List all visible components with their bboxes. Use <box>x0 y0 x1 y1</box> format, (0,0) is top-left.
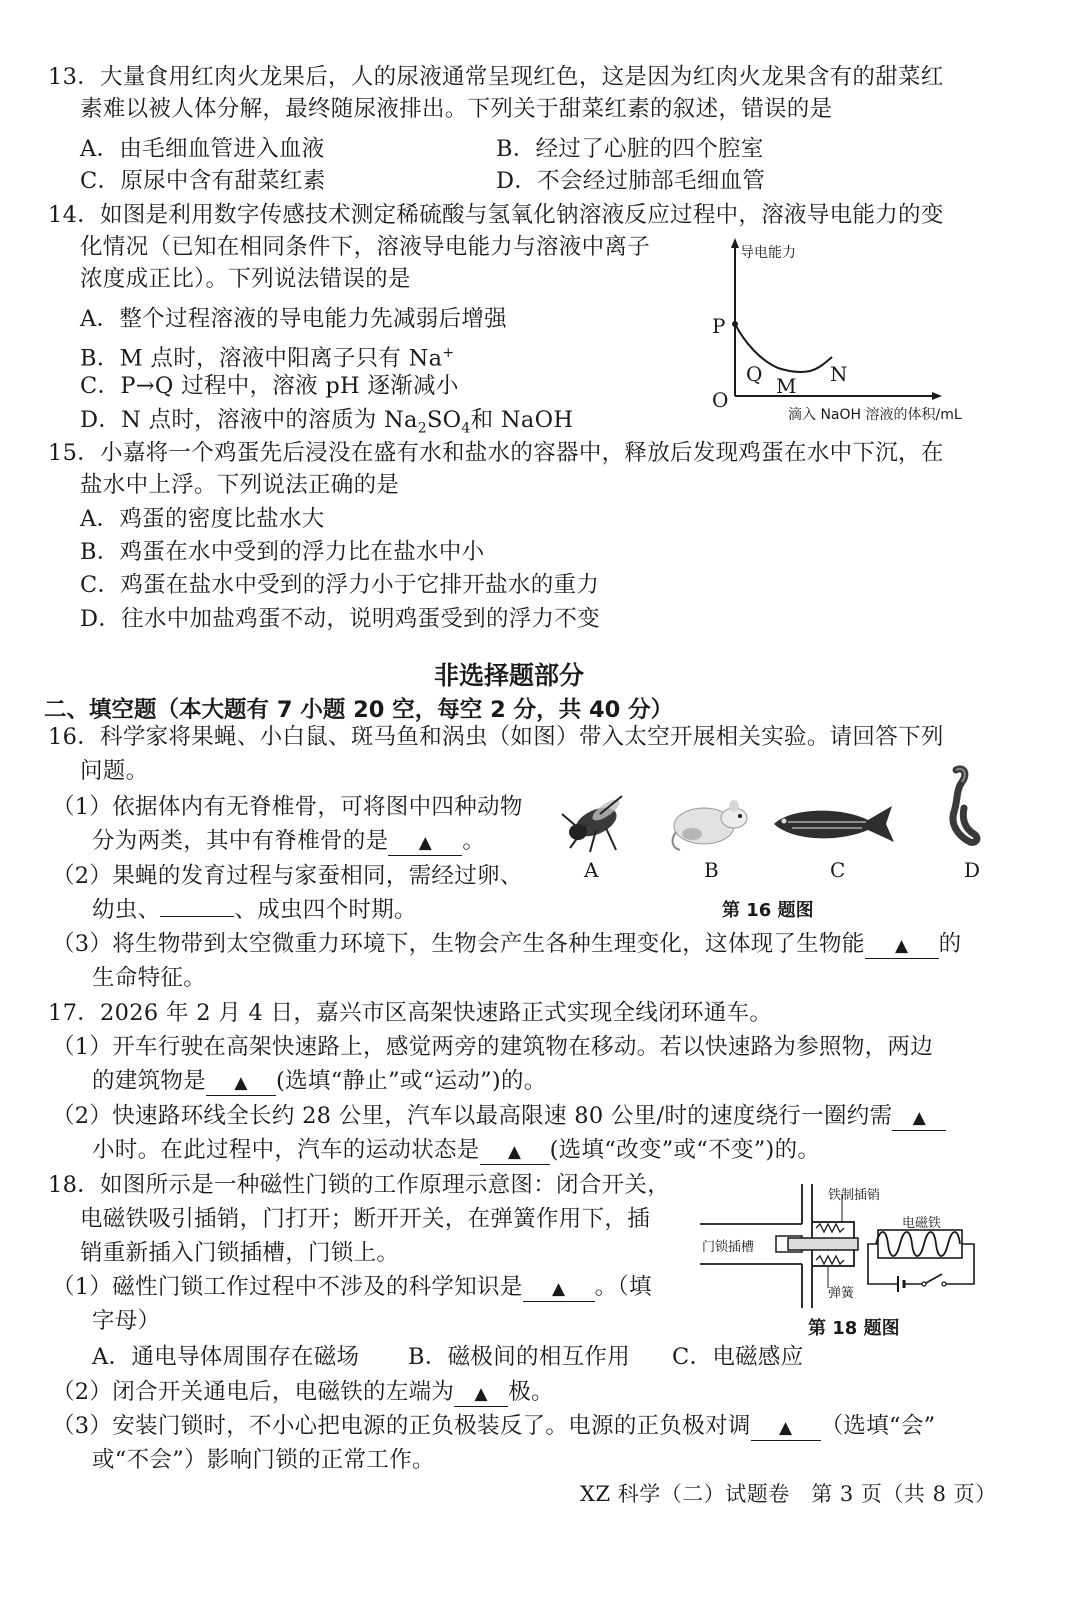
q18-option-b: B．磁极间的相互作用 <box>408 1344 631 1370</box>
q16-answer-blank-3[interactable]: ▲ <box>865 932 939 959</box>
q16-part1-line1: （1）依据体内有无脊椎骨，可将图中四种动物 <box>52 794 523 820</box>
zebrafish-image <box>770 800 900 850</box>
q16-part3-line1: （3）将生物带到太空微重力环境下，生物会产生各种生理变化，这体现了生物能 ▲ 的 <box>52 931 962 957</box>
q16-stem-line1: 16．科学家将果蝇、小白鼠、斑马鱼和涡虫（如图）带入太空开展相关实验。请回答下列 <box>48 724 944 750</box>
q16-fig-label-c: C <box>830 858 846 882</box>
q14-graph-point-p: P <box>712 314 726 338</box>
q15-stem-line1: 15．小嘉将一个鸡蛋先后浸没在盛有水和盐水的容器中，释放后发现鸡蛋在水中下沉，在 <box>48 440 944 466</box>
q18-part2: （2）闭合开关通电后，电磁铁的左端为 ▲ 极。 <box>52 1379 554 1405</box>
q13-option-d: D．不会经过肺部毛细血管 <box>496 168 766 194</box>
q18-part1-line1: （1）磁性门锁工作过程中不涉及的科学知识是 ▲ 。（填 <box>52 1274 652 1300</box>
q14-stem-line1: 14．如图是利用数字传感技术测定稀硫酸与氢氧化钠溶液反应过程中，溶液导电能力的变 <box>48 202 944 228</box>
q18-option-a: A．通电导体周围存在磁场 <box>92 1344 360 1370</box>
q16-part2-line1: （2）果蝇的发育过程与家蚕相同，需经过卵、 <box>52 863 523 889</box>
q16-part1-line2: 分为两类，其中有脊椎骨的是 ▲ 。 <box>92 828 486 854</box>
q15-option-b: B．鸡蛋在水中受到的浮力比在盐水中小 <box>80 539 485 565</box>
q16-part2-line2: 幼虫、 、成虫四个时期。 <box>92 897 417 923</box>
q17-stem: 17．2026 年 2 月 4 日，嘉兴市区高架快速路正式实现全线闭环通车。 <box>48 1000 773 1026</box>
q14-graph-origin: O <box>712 388 729 412</box>
q14-graph-point-q: Q <box>746 362 763 386</box>
q16-fig-label-d: D <box>964 858 981 882</box>
q16-part3-line2: 生命特征。 <box>92 965 207 991</box>
q17-part2-line1: （2）快速路环线全长约 28 公里，汽车以最高限速 80 公里/时的速度绕行一圈约需 ▲ <box>52 1101 946 1131</box>
q17-answer-blank-2[interactable]: ▲ <box>892 1104 946 1131</box>
q18-answer-blank-2[interactable]: ▲ <box>454 1380 508 1407</box>
q13-stem-line1: 13．大量食用红肉火龙果后，人的尿液通常呈现红色，这是因为红肉火龙果含有的甜菜红 <box>48 64 944 90</box>
q18-part3-line1: （3）安装门锁时，不小心把电源的正负极装反了。电源的正负极对调 ▲ （选填“会” <box>52 1413 936 1439</box>
q18-figure-caption: 第 18 题图 <box>808 1318 900 1339</box>
q18-part1-line2: 字母） <box>92 1308 161 1334</box>
q17-answer-blank-1[interactable]: ▲ <box>206 1069 276 1096</box>
q14-graph-y-label: 导电能力 <box>740 245 796 261</box>
q17-part1-line2: 的建筑物是 ▲ (选填“静止”或“运动”)的。 <box>92 1068 547 1094</box>
q16-fig-label-b: B <box>704 858 719 882</box>
q18-fig-label-spring: 弹簧 <box>828 1286 855 1301</box>
q14-stem-line3: 浓度成正比）。下列说法错误的是 <box>80 266 411 292</box>
q14-graph-point-n: N <box>830 362 848 386</box>
q16-figure-caption: 第 16 题图 <box>722 900 814 921</box>
q18-fig-label-slot: 门锁插槽 <box>702 1240 755 1255</box>
q18-part3-line2: 或“不会”）影响门锁的正常工作。 <box>92 1447 435 1473</box>
q13-stem-line2: 素难以被人体分解，最终随尿液排出。下列关于甜菜红素的叙述，错误的是 <box>80 96 833 122</box>
q18-answer-blank-3[interactable]: ▲ <box>751 1414 821 1441</box>
q16-answer-blank-1[interactable]: ▲ <box>388 829 462 856</box>
q14-conductivity-graph <box>700 238 980 428</box>
q17-part1-line1: （1）开车行驶在高架快速路上，感觉两旁的建筑物在移动。若以快速路为参照物，两边 <box>52 1034 934 1060</box>
q18-stem-line3: 销重新插入门锁插槽，门锁上。 <box>80 1240 400 1266</box>
q18-answer-blank-1[interactable]: ▲ <box>523 1275 595 1302</box>
q15-option-a: A．鸡蛋的密度比盐水大 <box>80 506 325 532</box>
fruit-fly-image <box>556 786 636 856</box>
flatworm-image <box>936 764 986 848</box>
q14-option-d: D．N 点时，溶液中的溶质为 $Na_2SO_4$和 NaOH <box>80 407 574 437</box>
white-mouse-image <box>668 796 752 852</box>
q17-answer-blank-3[interactable]: ▲ <box>480 1138 550 1165</box>
q13-option-b: B．经过了心脏的四个腔室 <box>496 136 764 162</box>
q18-stem-line2: 电磁铁吸引插销，门打开；断开开关，在弹簧作用下，插 <box>80 1206 651 1232</box>
q16-fig-label-a: A <box>584 858 599 882</box>
q14-option-c: C．P→Q 过程中，溶液 pH 逐渐减小 <box>80 373 459 399</box>
q14-graph-point-m: M <box>776 374 797 398</box>
part2-heading: 非选择题部分 <box>434 661 585 690</box>
q14-option-b: B．M 点时，溶液中阳离子只有 Na+ <box>80 345 455 372</box>
q14-graph-x-label: 滴入 NaOH 溶液的体积/mL <box>788 407 962 423</box>
q18-fig-label-electromagnet: 电磁铁 <box>902 1216 942 1231</box>
q16-stem-line2: 问题。 <box>80 758 149 784</box>
q18-option-c: C．电磁感应 <box>672 1344 804 1370</box>
q17-part2-line2: 小时。在此过程中，汽车的运动状态是 ▲ (选填“改变”或“不变”)的。 <box>92 1137 821 1163</box>
q15-option-d: D．往水中加盐鸡蛋不动，说明鸡蛋受到的浮力不变 <box>80 606 600 632</box>
q16-answer-blank-2[interactable] <box>160 916 234 917</box>
q18-stem-line1: 18．如图所示是一种磁性门锁的工作原理示意图：闭合开关， <box>48 1172 671 1198</box>
q18-fig-label-pin: 铁制插销 <box>828 1188 881 1203</box>
q13-option-a: A．由毛细血管进入血液 <box>80 136 325 162</box>
section-fill-in-heading: 二、填空题（本大题有 7 小题 20 空，每空 2 分，共 40 分） <box>44 697 674 723</box>
q14-option-a: A．整个过程溶液的导电能力先减弱后增强 <box>80 306 507 332</box>
page-footer: XZ 科学（二）试题卷 第 3 页（共 8 页） <box>580 1482 997 1506</box>
q13-option-c: C．原尿中含有甜菜红素 <box>80 168 326 194</box>
q14-stem-line2: 化情况（已知在相同条件下，溶液导电能力与溶液中离子 <box>80 234 651 260</box>
q15-option-c: C．鸡蛋在盐水中受到的浮力小于它排开盐水的重力 <box>80 572 600 598</box>
q15-stem-line2: 盐水中上浮。下列说法正确的是 <box>80 472 400 498</box>
